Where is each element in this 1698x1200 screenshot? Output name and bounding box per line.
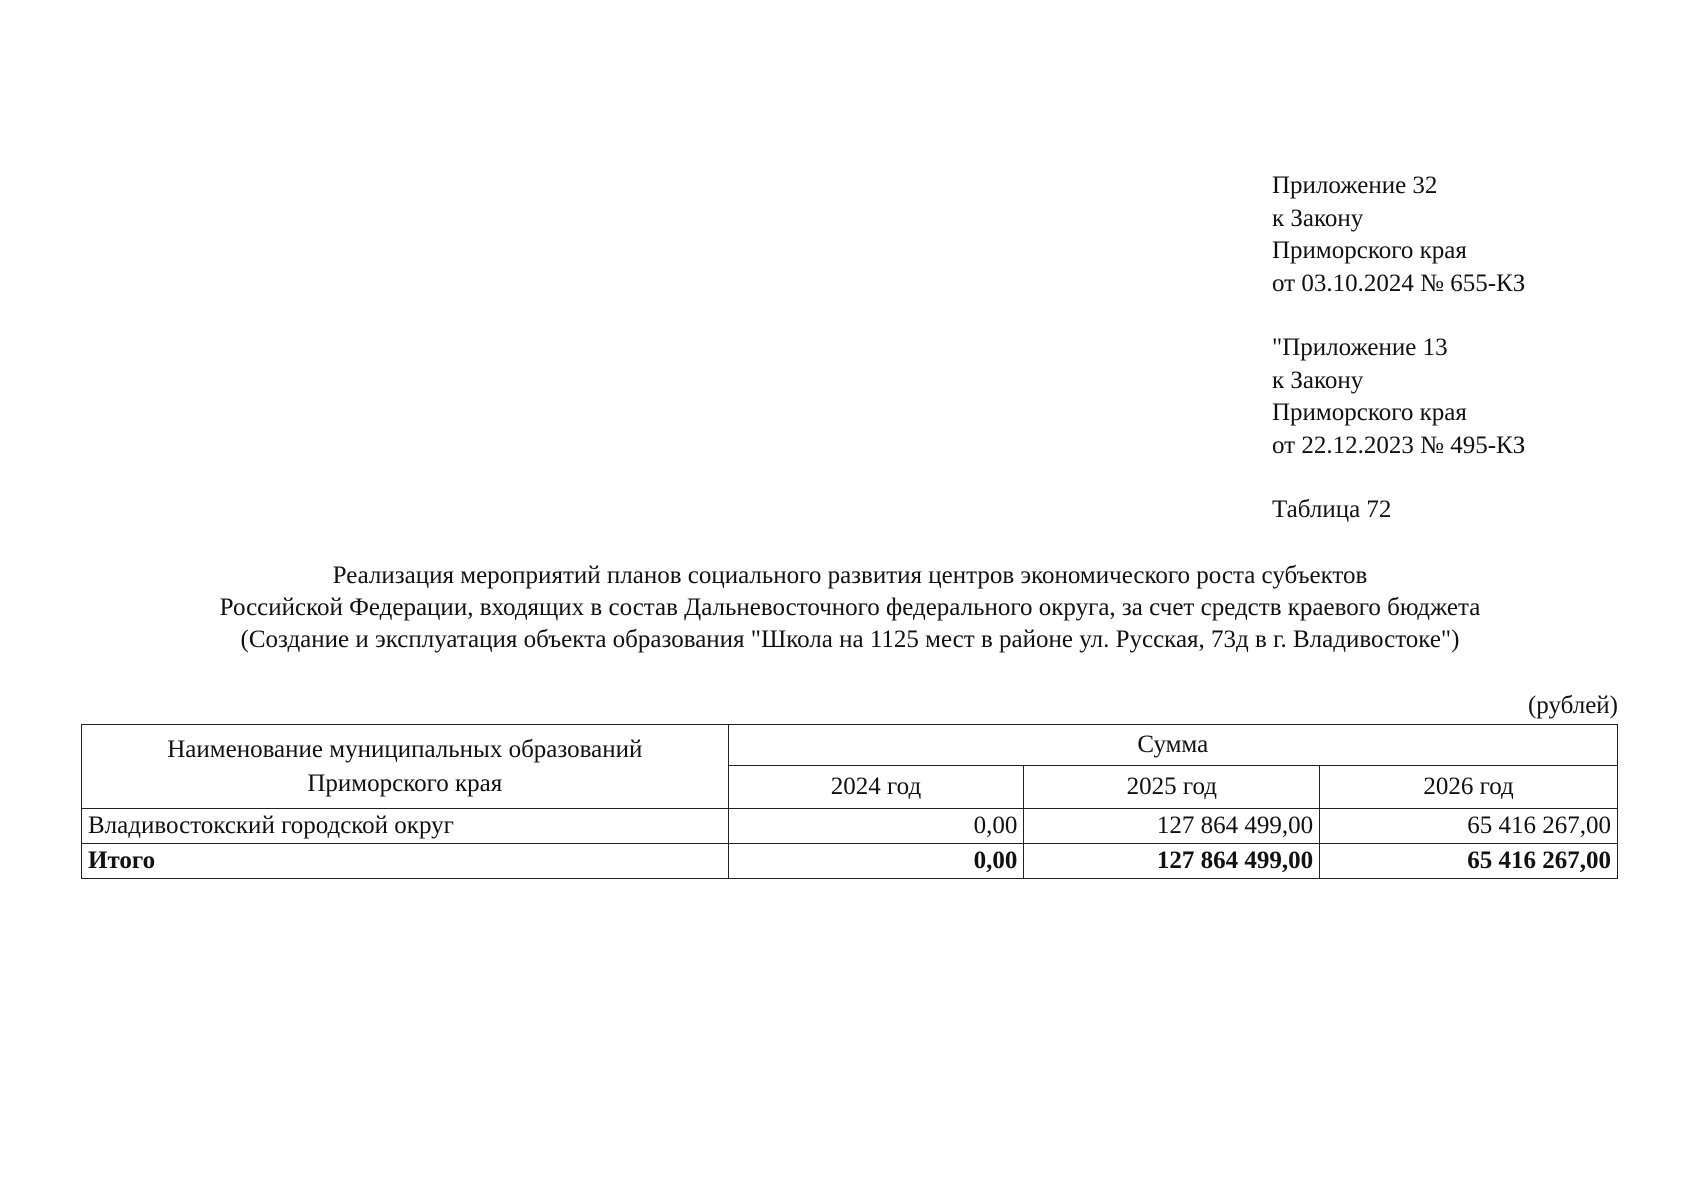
appendix-line: от 03.10.2024 № 655-КЗ (1272, 269, 1526, 297)
appendix-line: Приложение 32 (1272, 172, 1438, 199)
header-year-2026: 2026 год (1320, 766, 1618, 809)
header-name-line: Наименование муниципальных образований (167, 735, 643, 763)
header-year-2024: 2024 год (728, 766, 1024, 809)
total-label: Итого (82, 844, 729, 879)
row-name: Владивостокский городской округ (82, 809, 729, 844)
header-year-2025: 2025 год (1024, 766, 1320, 809)
total-value-2025: 127 864 499,00 (1024, 844, 1320, 879)
table-header-row (82, 725, 1618, 766)
appendix-line: Приморского края (1272, 399, 1467, 426)
header-name (82, 725, 729, 809)
header-name-line: Приморского края (307, 769, 503, 797)
spacer (1272, 300, 1525, 332)
data-table (81, 724, 1618, 879)
title-line: Российской Федерации, входящих в состав Дальневосточного федерального округа, за счет средств краевого бюджета (219, 594, 1481, 621)
header-sum: Сумма (728, 725, 1617, 766)
title-line: Реализация мероприятий планов социального развития центров экономического роста субъектов (332, 562, 1368, 589)
row-value-2024: 0,00 (728, 809, 1024, 844)
unit-label: (рублей) (1527, 692, 1618, 719)
total-value-2026: 65 416 267,00 (1320, 844, 1618, 879)
title-line: (Создание и эксплуатация объекта образования "Школа на 1125 мест в районе ул. Русская, 73д в г. Владивостоке") (240, 626, 1460, 653)
table-number: Таблица 72 (1272, 496, 1392, 523)
appendix-line: к Закону (1272, 366, 1364, 394)
total-value-2024: 0,00 (728, 844, 1024, 879)
appendix-line: "Приложение 13 (1272, 334, 1448, 361)
table-row (82, 809, 1618, 844)
appendix-block (1272, 170, 1525, 527)
appendix-line: Приморского края (1272, 237, 1467, 264)
document-title (80, 560, 1620, 656)
row-value-2026: 65 416 267,00 (1320, 809, 1618, 844)
appendix-line: к Закону (1272, 204, 1364, 232)
table-total-row (82, 844, 1618, 879)
row-value-2025: 127 864 499,00 (1024, 809, 1320, 844)
appendix-line: от 22.12.2023 № 495-КЗ (1272, 431, 1526, 459)
